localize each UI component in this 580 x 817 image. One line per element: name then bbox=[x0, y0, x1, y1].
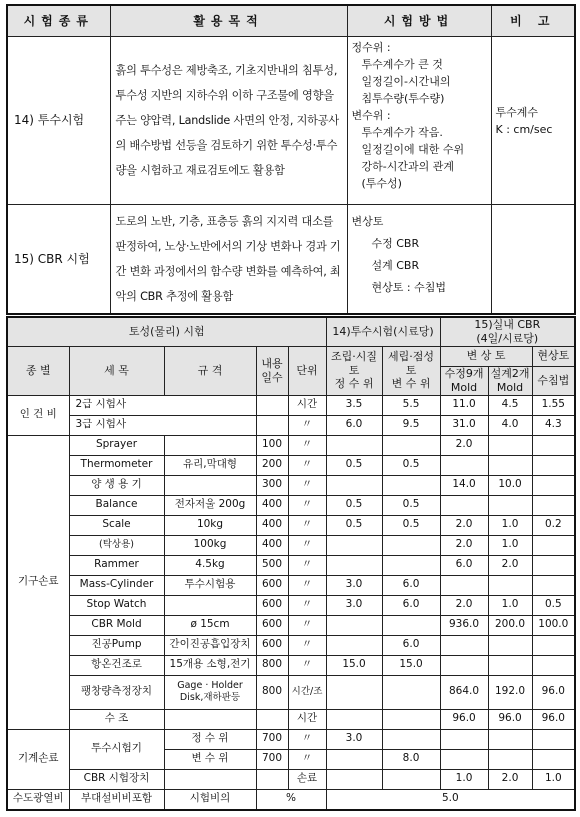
method-line: 변수위 : bbox=[351, 109, 391, 122]
physical-test-title: 토성(물리) 시험 bbox=[7, 317, 326, 346]
row-v4: 96.0 bbox=[488, 709, 532, 729]
row-unit: 〃 bbox=[288, 475, 326, 495]
row-spec: 100kg bbox=[164, 535, 256, 555]
col-constant-line: 조립·시질토 bbox=[331, 349, 378, 377]
row-v5 bbox=[532, 655, 575, 675]
row-days: 400 bbox=[256, 535, 288, 555]
row-v1: 6.0 bbox=[326, 415, 382, 435]
row-unit: 시간 bbox=[288, 709, 326, 729]
row-v1 bbox=[326, 535, 382, 555]
row-days: 400 bbox=[256, 495, 288, 515]
row-item: 2급 시험사 bbox=[69, 395, 256, 415]
row-unit: % bbox=[256, 789, 326, 810]
col-falling-line: 세립·점성토 bbox=[388, 349, 435, 377]
method-line: 정수위 : bbox=[351, 41, 391, 54]
row-days: 600 bbox=[256, 615, 288, 635]
row-v1 bbox=[326, 749, 382, 769]
row-v5 bbox=[532, 495, 575, 515]
row-v4: 2.0 bbox=[488, 769, 532, 789]
row-days: 700 bbox=[256, 749, 288, 769]
row-v4: 192.0 bbox=[488, 675, 532, 709]
row-v4 bbox=[488, 495, 532, 515]
row-v1: 0.5 bbox=[326, 515, 382, 535]
method-line: 현상토 : 수침법 bbox=[371, 281, 446, 294]
row-v3 bbox=[440, 749, 488, 769]
row-item: 3급 시험사 bbox=[69, 415, 256, 435]
note-line: 투수계수 bbox=[495, 105, 539, 119]
row-v2 bbox=[382, 435, 440, 455]
row-v4: 4.5 bbox=[488, 395, 532, 415]
cbr-header-line: 15)실내 CBR bbox=[474, 318, 541, 331]
row-v4: 4.0 bbox=[488, 415, 532, 435]
row-v2: 15.0 bbox=[382, 655, 440, 675]
table-row bbox=[7, 709, 575, 729]
header-method: 시험방법 bbox=[347, 5, 491, 37]
row-v3: 96.0 bbox=[440, 709, 488, 729]
header-test-type: 시험종류 bbox=[7, 5, 110, 37]
row-unit: 〃 bbox=[288, 415, 326, 435]
method-line: 강하-시간과의 관계 bbox=[361, 160, 454, 173]
row-v4 bbox=[488, 455, 532, 475]
row-days bbox=[256, 709, 288, 729]
col-days-line: 내용 bbox=[261, 356, 283, 370]
row-v3: 2.0 bbox=[440, 515, 488, 535]
row-v3: 2.0 bbox=[440, 595, 488, 615]
row-v4: 1.0 bbox=[488, 515, 532, 535]
row-spec: 전자저울 200g bbox=[164, 495, 256, 515]
table-row bbox=[7, 729, 575, 749]
row-v3 bbox=[440, 729, 488, 749]
table-row bbox=[7, 415, 575, 435]
row-item: Mass-Cylinder bbox=[69, 575, 164, 595]
row-v5: 0.2 bbox=[532, 515, 575, 535]
row-unit: 〃 bbox=[288, 615, 326, 635]
row-v2: 0.5 bbox=[382, 455, 440, 475]
col-days bbox=[256, 346, 288, 395]
table-row bbox=[7, 495, 575, 515]
row-v4 bbox=[488, 575, 532, 595]
row-v4: 2.0 bbox=[488, 555, 532, 575]
row-days: 600 bbox=[256, 635, 288, 655]
row-v1: 0.5 bbox=[326, 495, 382, 515]
row-v5 bbox=[532, 575, 575, 595]
row-v3: 31.0 bbox=[440, 415, 488, 435]
row-v5 bbox=[532, 635, 575, 655]
col-design-line: Mold bbox=[496, 380, 524, 394]
row-v4 bbox=[488, 635, 532, 655]
col-modified-line: 수정9개 bbox=[444, 366, 484, 380]
note-text bbox=[491, 205, 575, 315]
row-unit: 〃 bbox=[288, 575, 326, 595]
row-v3: 14.0 bbox=[440, 475, 488, 495]
row-v1: 3.0 bbox=[326, 595, 382, 615]
row-item: Balance bbox=[69, 495, 164, 515]
cbr-header-line: (4일/시료당) bbox=[476, 331, 539, 345]
row-spec: 4.5kg bbox=[164, 555, 256, 575]
row-spec: 변 수 위 bbox=[164, 749, 256, 769]
row-unit: 〃 bbox=[288, 729, 326, 749]
method-line: 설계 CBR bbox=[371, 259, 420, 272]
row-v2: 8.0 bbox=[382, 749, 440, 769]
header-row bbox=[7, 5, 575, 37]
row-spec: Gage · Holder Disk,재하판등 bbox=[164, 675, 256, 709]
row-v1 bbox=[326, 675, 382, 709]
row-v1: 3.0 bbox=[326, 575, 382, 595]
test-type: 15) CBR 시험 bbox=[7, 205, 110, 315]
method-line: 일정길이-시간내의 bbox=[361, 75, 451, 88]
header-note: 비 고 bbox=[491, 5, 575, 37]
table-row bbox=[7, 595, 575, 615]
note-line: K : cm/sec bbox=[495, 122, 553, 136]
row-v2 bbox=[382, 615, 440, 635]
row-unit: 〃 bbox=[288, 515, 326, 535]
row-v2: 0.5 bbox=[382, 495, 440, 515]
row-item: Rammer bbox=[69, 555, 164, 575]
row-v4: 1.0 bbox=[488, 535, 532, 555]
row-v2 bbox=[382, 555, 440, 575]
table-row bbox=[7, 615, 575, 635]
row-v4 bbox=[488, 749, 532, 769]
row-v1 bbox=[326, 555, 382, 575]
test-purpose-table bbox=[6, 4, 576, 315]
row-unit: 〃 bbox=[288, 595, 326, 615]
row-unit: 〃 bbox=[288, 749, 326, 769]
table-row bbox=[7, 395, 575, 415]
row-v2 bbox=[382, 709, 440, 729]
header-row bbox=[7, 346, 575, 366]
row-item: CBR Mold bbox=[69, 615, 164, 635]
group-tools: 기구손료 bbox=[7, 435, 69, 729]
row-v4 bbox=[488, 655, 532, 675]
row-spec bbox=[164, 769, 256, 789]
row-days: 100 bbox=[256, 435, 288, 455]
row-v3 bbox=[440, 495, 488, 515]
row-v1: 3.0 bbox=[326, 729, 382, 749]
col-falling-head bbox=[382, 346, 440, 395]
row-v1: 0.5 bbox=[326, 455, 382, 475]
row-item: Scale bbox=[69, 515, 164, 535]
table-row bbox=[7, 675, 575, 709]
table-row bbox=[7, 205, 575, 315]
col-undisturbed: 현상토 bbox=[532, 346, 575, 366]
table-row bbox=[7, 455, 575, 475]
row-spec: 유리,막대형 bbox=[164, 455, 256, 475]
row-spec bbox=[164, 595, 256, 615]
col-category: 종 별 bbox=[7, 346, 69, 395]
row-v2: 6.0 bbox=[382, 575, 440, 595]
row-days: 300 bbox=[256, 475, 288, 495]
row-v5: 0.5 bbox=[532, 595, 575, 615]
row-v5 bbox=[532, 555, 575, 575]
row-v3 bbox=[440, 575, 488, 595]
table-row bbox=[7, 769, 575, 789]
row-spec: 간이진공흡입장치 bbox=[164, 635, 256, 655]
table-row bbox=[7, 475, 575, 495]
row-v2 bbox=[382, 769, 440, 789]
row-days: 400 bbox=[256, 515, 288, 535]
row-item: 팽창량측정장치 bbox=[69, 675, 164, 709]
row-days bbox=[256, 769, 288, 789]
row-v3: 936.0 bbox=[440, 615, 488, 635]
method-line: 투수계수가 큰 것 bbox=[361, 58, 443, 71]
row-item: 수 조 bbox=[69, 709, 164, 729]
row-v3: 2.0 bbox=[440, 435, 488, 455]
row-v1 bbox=[326, 435, 382, 455]
col-disturbed: 변 상 토 bbox=[440, 346, 532, 366]
table-row bbox=[7, 435, 575, 455]
cost-table bbox=[6, 316, 576, 811]
group-labor: 인 건 비 bbox=[7, 395, 69, 435]
row-item: 양 생 용 기 bbox=[69, 475, 164, 495]
row-v2: 0.5 bbox=[382, 515, 440, 535]
tool-rows bbox=[7, 435, 575, 729]
table-row bbox=[7, 789, 575, 810]
row-unit: 〃 bbox=[288, 655, 326, 675]
row-v2 bbox=[382, 535, 440, 555]
row-unit: 손료 bbox=[288, 769, 326, 789]
row-item: 부대설비비포함 bbox=[69, 789, 164, 810]
row-v1 bbox=[326, 635, 382, 655]
row-spec bbox=[164, 709, 256, 729]
col-soaking: 수침법 bbox=[532, 366, 575, 395]
row-days: 800 bbox=[256, 675, 288, 709]
table-row bbox=[7, 575, 575, 595]
table-row bbox=[7, 555, 575, 575]
row-v5: 1.0 bbox=[532, 769, 575, 789]
method-text bbox=[347, 37, 491, 205]
row-item: (탁상용) bbox=[69, 535, 164, 555]
purpose-text: 흙의 투수성은 제방축조, 기초지반내의 침투성, 투수성 지반의 지하수위 이하 구조물에 영향을 주는 양압력, Landslide 사면의 안정, 지하공사의 배수방법 선등을 검토하기 위한 투수성·투수량을 시험하고 재료검토에도 활용함 bbox=[110, 37, 347, 205]
row-spec bbox=[164, 475, 256, 495]
row-spec: 투수시험용 bbox=[164, 575, 256, 595]
row-v5 bbox=[532, 435, 575, 455]
table-row bbox=[7, 535, 575, 555]
method-text bbox=[347, 205, 491, 315]
row-v4: 200.0 bbox=[488, 615, 532, 635]
row-v1 bbox=[326, 709, 382, 729]
row-item: 진공Pump bbox=[69, 635, 164, 655]
row-unit: 〃 bbox=[288, 495, 326, 515]
row-item: CBR 시험장치 bbox=[69, 769, 164, 789]
row-days: 800 bbox=[256, 655, 288, 675]
row-v2: 9.5 bbox=[382, 415, 440, 435]
row-unit: 〃 bbox=[288, 455, 326, 475]
row-v2 bbox=[382, 729, 440, 749]
col-modified-mold bbox=[440, 366, 488, 395]
col-modified-line: Mold bbox=[450, 380, 478, 394]
row-v2: 5.5 bbox=[382, 395, 440, 415]
row-v2: 6.0 bbox=[382, 595, 440, 615]
row-v1 bbox=[326, 615, 382, 635]
row-item: Sprayer bbox=[69, 435, 164, 455]
row-v5: 96.0 bbox=[532, 709, 575, 729]
row-spec: 시험비의 bbox=[164, 789, 256, 810]
header-row bbox=[7, 317, 575, 346]
row-v2 bbox=[382, 675, 440, 709]
row-v5: 1.55 bbox=[532, 395, 575, 415]
row-v5 bbox=[532, 535, 575, 555]
method-line: 침투수량(투수량) bbox=[361, 92, 445, 105]
row-v1 bbox=[326, 475, 382, 495]
group-machine: 기계손료 bbox=[7, 729, 69, 789]
col-item: 세 목 bbox=[69, 346, 164, 395]
row-unit: 〃 bbox=[288, 635, 326, 655]
row-days: 700 bbox=[256, 729, 288, 749]
row-spec: ø 15cm bbox=[164, 615, 256, 635]
col-constant-line: 정 수 위 bbox=[334, 377, 374, 391]
row-days bbox=[256, 415, 288, 435]
row-v3: 2.0 bbox=[440, 535, 488, 555]
col-spec: 규 격 bbox=[164, 346, 256, 395]
row-spec: 10kg bbox=[164, 515, 256, 535]
col-design-line: 설계2개 bbox=[490, 366, 530, 380]
table-row bbox=[7, 635, 575, 655]
group-utility: 수도광열비 bbox=[7, 789, 69, 810]
row-value: 5.0 bbox=[326, 789, 575, 810]
row-v2: 6.0 bbox=[382, 635, 440, 655]
row-v3: 11.0 bbox=[440, 395, 488, 415]
table-row bbox=[7, 655, 575, 675]
row-days: 600 bbox=[256, 575, 288, 595]
row-spec bbox=[164, 435, 256, 455]
row-days: 200 bbox=[256, 455, 288, 475]
machine-rows bbox=[7, 729, 575, 789]
row-item: 투수시험기 bbox=[69, 729, 164, 769]
row-unit: 〃 bbox=[288, 555, 326, 575]
row-days: 500 bbox=[256, 555, 288, 575]
row-v5 bbox=[532, 749, 575, 769]
row-v2 bbox=[382, 475, 440, 495]
row-v1 bbox=[326, 769, 382, 789]
row-v4 bbox=[488, 435, 532, 455]
col-falling-line: 변 수 위 bbox=[391, 377, 431, 391]
row-unit: 〃 bbox=[288, 435, 326, 455]
row-spec: 정 수 위 bbox=[164, 729, 256, 749]
col-design-mold bbox=[488, 366, 532, 395]
cbr-header bbox=[440, 317, 575, 346]
row-unit: 〃 bbox=[288, 535, 326, 555]
col-days-line: 일수 bbox=[261, 370, 283, 384]
row-v1: 15.0 bbox=[326, 655, 382, 675]
row-v5 bbox=[532, 475, 575, 495]
row-v5: 96.0 bbox=[532, 675, 575, 709]
row-v4: 10.0 bbox=[488, 475, 532, 495]
test-type: 14) 투수시험 bbox=[7, 37, 110, 205]
row-v5: 100.0 bbox=[532, 615, 575, 635]
row-v3: 6.0 bbox=[440, 555, 488, 575]
row-unit: 시간/조 bbox=[288, 675, 326, 709]
row-v3 bbox=[440, 655, 488, 675]
row-item: 항온건조로 bbox=[69, 655, 164, 675]
row-v5: 4.3 bbox=[532, 415, 575, 435]
method-line: (투수성) bbox=[361, 177, 402, 190]
method-line: 변상토 bbox=[351, 215, 384, 228]
row-spec: 15개용 소형,전기 bbox=[164, 655, 256, 675]
method-line: 수정 CBR bbox=[371, 237, 420, 250]
row-days bbox=[256, 395, 288, 415]
row-v3 bbox=[440, 455, 488, 475]
method-line: 일정길이에 대한 수위 bbox=[361, 143, 465, 156]
table-row bbox=[7, 515, 575, 535]
row-v4 bbox=[488, 729, 532, 749]
method-line: 투수계수가 작음. bbox=[361, 126, 443, 139]
row-v3: 864.0 bbox=[440, 675, 488, 709]
row-item: Thermometer bbox=[69, 455, 164, 475]
row-item: Stop Watch bbox=[69, 595, 164, 615]
header-purpose: 활용목적 bbox=[110, 5, 347, 37]
row-days: 600 bbox=[256, 595, 288, 615]
table-row bbox=[7, 37, 575, 205]
row-v4: 1.0 bbox=[488, 595, 532, 615]
col-constant-head bbox=[326, 346, 382, 395]
col-unit: 단위 bbox=[288, 346, 326, 395]
row-v5 bbox=[532, 729, 575, 749]
row-v3 bbox=[440, 635, 488, 655]
purpose-text: 도로의 노반, 기층, 표층등 흙의 지지력 대소를 판정하여, 노상·노반에서의 기상 변화나 경과 기간 변화 과정에서의 함수량 변화를 예측하여, 최악의 CBR 추정에 활용함 bbox=[110, 205, 347, 315]
row-unit: 시간 bbox=[288, 395, 326, 415]
row-v5 bbox=[532, 455, 575, 475]
note-text bbox=[491, 37, 575, 205]
row-v3: 1.0 bbox=[440, 769, 488, 789]
row-v1: 3.5 bbox=[326, 395, 382, 415]
permeability-header: 14)투수시험(시료당) bbox=[326, 317, 440, 346]
